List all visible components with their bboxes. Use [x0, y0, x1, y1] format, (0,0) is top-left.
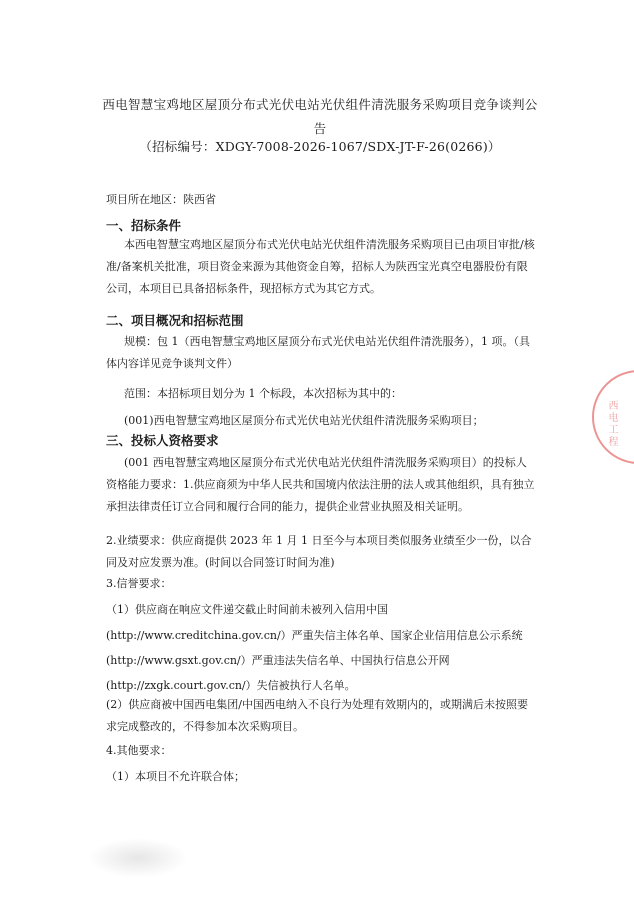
qualification-paragraph: (001 西电智慧宝鸡地区屋顶分布式光伏电站光伏组件清洗服务采购项目）的投标人资格能力要求：1.供应商须为中华人民共和国境内依法注册的法人或其他组织，具有独立承担法律责任订立合同和履行合同的能力，提供企业营业执照及相关证明。	[106, 456, 535, 513]
document-title: 西电智慧宝鸡地区屋顶分布式光伏电站光伏组件清洗服务采购项目竞争谈判公告	[102, 97, 538, 136]
section-2-lot: (001)西电智慧宝鸡地区屋顶分布式光伏电站光伏组件清洗服务采购项目；	[124, 414, 484, 427]
credit-item-1-line-2: (http://www.creditchina.gov.cn/）严重失信主体名单、国家企业信用信息公示系统	[106, 629, 523, 642]
stamp-text: 西电工程	[606, 400, 617, 448]
section-3-heading: 三、投标人资格要求	[106, 433, 219, 448]
credit-requirement-label: 3.信誉要求：	[106, 577, 172, 590]
section-2-scope: 范围：本招标项目划分为 1 个标段，本次招标为其中的：	[124, 387, 402, 400]
section-2-heading: 二、项目概况和招标范围	[106, 313, 244, 328]
section-1-heading: 一、招标条件	[106, 218, 182, 233]
credit-item-2: (2）供应商被中国西电集团/中国西电纳入不良行为处理有效期内的，或期满后未按照要求完成整改的，不得参加本次采购项目。	[106, 698, 528, 733]
scan-smudge	[88, 838, 188, 878]
other-requirement-1: （1）本项目不允许联合体；	[106, 770, 245, 783]
credit-item-1-line-3: (http://www.gsxt.gov.cn/）严重违法失信名单、中国执行信息公开网	[106, 654, 450, 667]
red-seal-stamp	[592, 370, 634, 464]
performance-requirement: 2.业绩要求：供应商提供 2023 年 1 月 1 日至今与本项目类似服务业绩至少一份，以合同及对应发票为准。(时间以合同签订时间为准)	[106, 534, 532, 569]
section-1-paragraph: 本西电智慧宝鸡地区屋顶分布式光伏电站光伏组件清洗服务采购项目已由项目审批/核准/备案机关批准，项目资金来源为其他资金自筹，招标人为陕西宝光真空电器股份有限公司，本项目已具备招标条件，现招标方式为其它方式。	[106, 238, 535, 295]
project-region: 项目所在地区：陕西省	[106, 193, 216, 206]
credit-item-1-line-1: （1）供应商在响应文件递交截止时间前未被列入信用中国	[106, 603, 388, 616]
section-2-scale: 规模：包 1（西电智慧宝鸡地区屋顶分布式光伏电站光伏组件清洗服务），1 项。（具体内容详见竞争谈判文件）	[106, 335, 530, 370]
other-requirements-label: 4.其他要求：	[106, 744, 172, 757]
bid-number: （招标编号：XDGY-7008-2026-1067/SDX-JT-F-26(0266)）	[139, 139, 501, 154]
credit-item-1-line-4: (http://zxgk.court.gov.cn/）失信被执行人名单。	[106, 679, 356, 692]
